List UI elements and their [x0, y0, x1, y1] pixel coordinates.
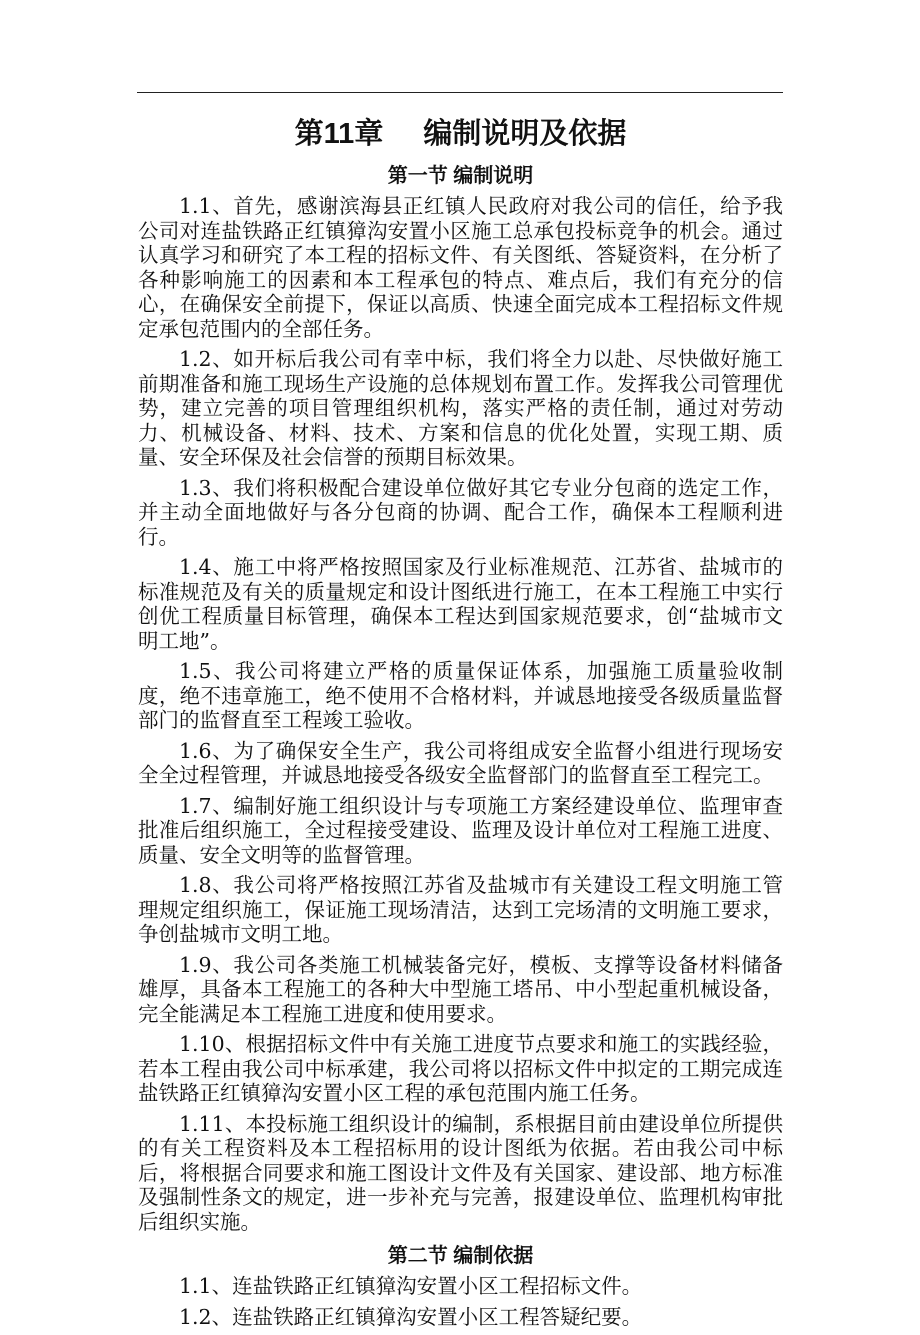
paragraph: 1.7、编制好施工组织设计与专项施工方案经建设单位、监理审查批准后组织施工，全过程接受建设、监理及设计单位对工程施工进度、质量、安全文明等的监督管理。 — [138, 793, 783, 867]
paragraph: 1.6、为了确保安全生产，我公司将组成安全监督小组进行现场安全全过程管理，并诚恳地接受各级安全监督部门的监督直至工程完工。 — [138, 738, 783, 787]
section-heading-2: 第二节 编制依据 — [387, 1245, 534, 1267]
paragraph: 1.10、根据招标文件中有关施工进度节点要求和施工的实践经验，若本工程由我公司中标承建，我公司将以招标文件中拟定的工期完成连盐铁路正红镇獐沟安置小区工程的承包范围内施工任务。 — [138, 1032, 783, 1105]
header-rule — [137, 92, 783, 93]
document-page — [138, 112, 783, 1335]
chapter-name: 编制说明及依据 — [423, 118, 627, 150]
section-heading-1: 第一节 编制说明 — [387, 165, 534, 187]
paragraph: 1.9、我公司各类施工机械装备完好，模板、支撑等设备材料储备雄厚，具备本工程施工的各种大中型施工塔吊、中小型起重机械设备，完全能满足本工程施工进度和使用要求。 — [138, 952, 783, 1026]
paragraph: 1.11、本投标施工组织设计的编制，系根据目前由建设单位所提供的有关工程资料及本工程招标用的设计图纸为依据。若由我公司中标后，将根据合同要求和施工图设计文件及有关国家、建设部、地方标准及强制性条文的规定，进一步补充与完善，报建设单位、监理机构审批后组织实施。 — [138, 1111, 783, 1234]
paragraph: 1.3、我们将积极配合建设单位做好其它专业分包商的选定工作，并主动全面地做好与各分包商的协调、配合工作，确保本工程顺利进行。 — [138, 475, 783, 549]
paragraph: 1.8、我公司将严格按照江苏省及盐城市有关建设工程文明施工管理规定组织施工，保证施工现场清洁，达到工完场清的文明施工要求，争创盐城市文明工地。 — [138, 873, 783, 946]
paragraph: 1.1、连盐铁路正红镇獐沟安置小区工程招标文件。 — [179, 1274, 643, 1298]
chapter-number: 第11章 — [294, 118, 384, 150]
paragraph: 1.2、连盐铁路正红镇獐沟安置小区工程答疑纪要。 — [179, 1304, 643, 1329]
paragraph: 1.5、我公司将建立严格的质量保证体系，加强施工质量验收制度，绝不违章施工，绝不使用不合格材料，并诚恳地接受各级质量监督部门的监督直至工程竣工验收。 — [138, 659, 783, 732]
paragraph: 1.4、施工中将严格按照国家及行业标准规范、江苏省、盐城市的标准规范及有关的质量规定和设计图纸进行施工，在本工程施工中实行创优工程质量目标管理，确保本工程达到国家规范要求，创“盐城市文明工地”。 — [138, 555, 783, 653]
paragraph: 1.2、如开标后我公司有幸中标，我们将全力以赴、尽快做好施工前期准备和施工现场生产设施的总体规划布置工作。发挥我公司管理优势，建立完善的项目管理组织机构，落实严格的责任制，通过对劳动力、机械设备、材料、技术、方案和信息的优化处置，实现工期、质量、安全环保及社会信誉的预期目标效果。 — [138, 347, 783, 469]
paragraph: 1.1、首先，感谢滨海县正红镇人民政府对我公司的信任，给予我公司对连盐铁路正红镇獐沟安置小区施工总承包投标竞争的机会。通过认真学习和研究了本工程的招标文件、有关图纸、答疑资料，在分析了各种影响施工的因素和本工程承包的特点、难点后，我们有充分的信心，在确保安全前提下，保证以高质、快速全面完成本工程招标文件规定承包范围内的全部任务。 — [138, 194, 783, 341]
chapter-title — [138, 112, 783, 156]
